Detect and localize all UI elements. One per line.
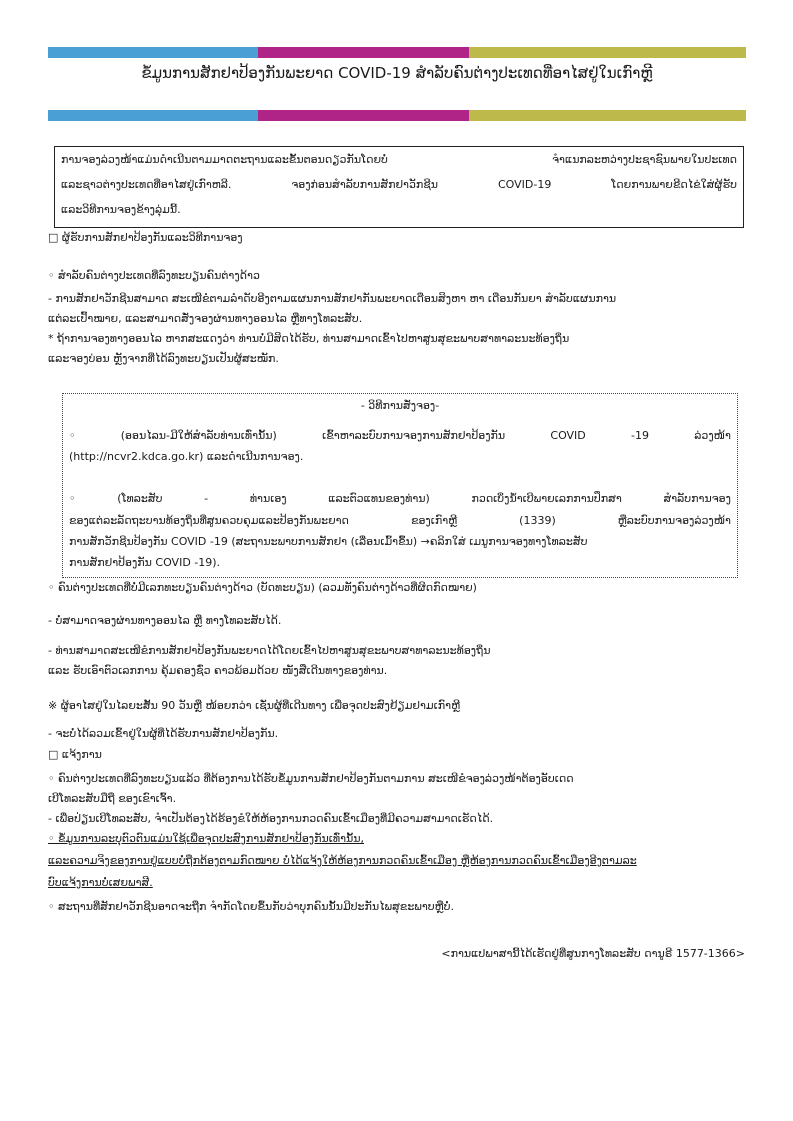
intro-line-1 [61, 147, 737, 172]
intro-line-2-part: ຈອງກ່ອນສຳລັບການສັກຢາວັກຊີນ [291, 178, 439, 191]
phone-method-line-3: ການສັກວັກຊີນປ້ອງກັນ COVID -19 (ສະຖານະພາບການສັກຢາ (ເລື່ອນເມົ້າຂຶ້ນ) →ຄລິກໃສ່ ເມນູການຈອງທາງໂທລະສັບ [69, 535, 588, 548]
bar-segment-olive [469, 47, 746, 58]
intro-box [54, 146, 744, 228]
phone-part: ທ່ານເອງ [249, 492, 287, 505]
page-title: ຂໍ້ມູນການສັກຢາປ້ອງກັນພະຍາດ COVID-19 ສຳລັບຄົນຕ່າງປະເທດທີ່ອາໄສຢູ່ໃນເກົາຫຼີ [141, 64, 653, 82]
unregistered-line-1: - ບໍ່ສາມາດຈອງຜ່ານທາງອອນໄລ ຫຼື ທາງໂທລະສັບໄດ້. [48, 614, 282, 627]
notice-line-7: ◦ ສະຖານທີ່ສັກຢາວັກຊີນອາດຈະຖືກ ຈຳກັດໂດຍຂຶ້ນກັບວ່າບຸກຄົນນັ້ນມີປະກັນໄພສຸຂະພາບຫຼືບໍ່. [48, 900, 455, 913]
intro-line-2-part: COVID-19 [497, 178, 552, 191]
phone-method-line-1 [69, 491, 731, 507]
notice-line-5: ແລະຄວາມຈິງຂອງການຢູ່ແບບບໍ່ຖືກຕ້ອງຕາມກົດໝາຍ ບໍ່ໄດ້ແຈ້ງໃຫ້ຫ້ອງການກວດຄົນເຂົ້າເມືອງ ຫຼືຫ້ອງການກວດຄົນເຂົ້າເມືອງອີງຕາມລະ [48, 854, 637, 867]
phone-part: - [204, 492, 209, 505]
notice-line-2: ເບີໂທລະສັບມືຖື ຂອງເຂົາເຈົ້າ. [48, 792, 177, 805]
phone-part: ສຳລັບການຈອງ [663, 492, 731, 505]
section-heading-recipients: □ ຜູ້ຮັບການສັກຢາປ້ອງກັນແລະວິທີການຈອງ [48, 231, 243, 244]
registered-line-2: ແຕ່ລະເປົ້າໝາຍ, ແລະສາມາດສັ່ງຈອງຜ່ານທາງອອນໄລ ຫຼືທາງໂທລະສັບ. [48, 312, 363, 325]
online-part: (ອອນໄລນ-ມີໃຫ້ສຳລັບທ່ານເທົ່ານັ້ນ) [120, 429, 277, 442]
footer-translation-note: <ການແປພາສານີ້ໄດ້ເຮັດຢູ່ທີ່ສູນກາງໂທລະສັບ ດານູຣີ 1577-1366> [441, 947, 745, 960]
phone-method-line-4: ການສັກຢາປ້ອງກັນ COVID -19). [69, 556, 221, 569]
notice-heading: □ ແຈ້ງການ [48, 748, 102, 761]
intro-line-2 [61, 172, 737, 197]
phone-part: ກວດເບິ່ງນ້ຳເບີພາຍເລກການປຶກສາ [471, 492, 622, 505]
intro-line-2-part: ແລະຊາວຕ່າງປະເທດທີ່ອາໄສຢູ່ເກົາຫລີ. [61, 178, 232, 191]
unregistered-heading: ◦ ຄົນຕ່າງປະເທດທີ່ບໍ່ມີເລກທະບຽນຄົນຕ່າງດ້າວ (ບັດທະບຽນ) (ລວມທັງຄົນຕ່າງດ້າວທີ່ຜິດກົດໝາຍ) [48, 581, 477, 594]
online-method-line-1 [69, 428, 731, 444]
notice-line-4: ◦ ຂໍ້ມູນການລະບຸຕົວຕົນແມ່ນໃຊ້ເພື່ອຈຸດປະສົງການສັກຢາປ້ອງກັນເທົ່ານັ້ນ, [48, 832, 364, 845]
bullet: ◦ [69, 429, 76, 442]
registered-line-4: ແລະຈອງບ່ອນ ຫຼັງຈາກທີ່ໄດ້ລົງທະບຽນເປັນຜູ້ສະໝັກ. [48, 352, 279, 365]
intro-line-1-b: ຈຳແນກລະຫວ່າງປະຊາຊົນພາຍໃນປະເທດ [552, 153, 737, 166]
phone-part: (ໂທລະສັບ [117, 492, 163, 505]
unregistered-line-3: ແລະ ຮັບເອົາຕົວເລກການ ຄຸ້ມຄອງຊົ່ວ ຄາວພ້ອມດ້ວຍ ໜັງສືເດີນທາງຂອງທ່ານ. [48, 664, 388, 677]
notice-line-3: - ເພື່ອປ່ຽນເບີໂທລະສັບ, ຈຳເປັນຕ້ອງໄດ້ຮ້ອງຂໍໃຫ້ຫ້ອງການກວດຄົນເຂົ້າເມືອງທີ່ມີຄວາມສາມາດເຮັດໄດ້. [48, 812, 494, 825]
phone-part: ຂອງເກົາຫຼີ [410, 514, 458, 527]
intro-line-3: ແລະວິທີການຈອງຂ້າງລຸ່ມນີ້. [61, 203, 181, 216]
bar-segment-magenta [258, 110, 469, 121]
bar-segment-magenta [258, 47, 469, 58]
online-part: -19 [631, 429, 650, 442]
bar-segment-olive [469, 110, 746, 121]
intro-line-1-a: ການຈອງລ່ວງໜ້າແມ່ນດຳເນີນຕາມມາດຕະຖານແລະຂັ້ນຕອນດຽວກັນໂດຍບໍ່ [61, 153, 388, 166]
registered-line-3: * ຖ້າການຈອງທາງອອນໄລ ຫາກສະແດງວ່າ ທ່ານບໍ່ມີສິດໄດ້ຮັບ, ທ່ານສາມາດເຂົ້າໄປຫາສູນສຸຂະພາບສາທາລະນະທ້ອງຖິ່ນ [48, 332, 570, 345]
short-stay-line-1: - ຈະບໍ່ໄດ້ລວມເຂົ້າຢູ່ໃນຜູ້ທີ່ໄດ້ຮັບການສັກຢາປ້ອງກັນ. [48, 727, 279, 740]
intro-line-2-part: ໂດຍການພາຍຂີດໄຂ່ໃສ່ຜູ້ຮັບ [611, 178, 737, 191]
notice-line-1: ◦ ຄົນຕ່າງປະເທດທີ່ລົງທະບຽນແລ້ວ ທີ່ຕ້ອງການໄດ້ຮັບຂໍ້ມູນການສັກຢາປ້ອງກັນຕາມການ ສະເໜີຂໍຈອງລ່ວງໜ້າຕ້ອງອັບເດດ [48, 772, 574, 785]
unregistered-line-2: - ທ່ານສາມາດສະເໜີຂໍການສັກຢາປ້ອງກັນພະຍາດໄດ້ໂດຍເຂົ້າໄປຫາສູນສຸຂະພາບສາທາລະນະທ້ອງຖິ່ນ [48, 644, 491, 657]
bullet: ◦ [69, 492, 76, 505]
methods-heading: - ວິທີການສັ່ງຈອງ- [360, 399, 440, 412]
phone-part: (1339) [519, 514, 556, 527]
online-part: ລ່ວງໜ້າ [694, 429, 731, 442]
phone-part: ຂອງແຕ່ລະລັດຖະບານທ້ອງຖິ່ນທີ່ສູນຄວບຄຸມແລະປ້ອງກັນພະຍາດ [69, 514, 349, 527]
registered-line-1: - ການສັກຢາວັກຊີນສາມາດ ສະເໜີຂໍຕາມລຳດັບອີງຕາມແຜນການສັກຢາກັນພະຍາດເດືອນສິງຫາ ຫາ ເດືອນກັນຍາ ສຳລັບແຜນການ [48, 292, 617, 305]
online-booking-link[interactable]: (http://ncvr2.kdca.go.kr) ແລະດຳເນີນການຈອງ. [69, 450, 304, 463]
top-color-bar [48, 47, 746, 58]
notice-line-6: ບົບແຈ້ງການບໍ່ເສຍພາສີ. [48, 876, 153, 889]
title-underline-bar [48, 110, 746, 121]
registered-heading: ◦ ສຳລັບຄົນຕ່າງປະເທດທີ່ລົງທະບຽນຄົນຕ່າງດ້າວ [48, 269, 260, 282]
online-part: COVID [550, 429, 586, 442]
bar-segment-blue [48, 47, 258, 58]
phone-method-line-2 [69, 513, 731, 529]
booking-methods-box [62, 393, 738, 578]
phone-part: ແລະຕົວແທນຂອງທ່ານ) [328, 492, 430, 505]
bar-segment-blue [48, 110, 258, 121]
short-stay-heading: ※ ຜູ້ອາໄສຢູ່ໃນໄລຍະສັ້ນ 90 ວັນຫຼື ໜ້ອຍກວ່າ ເຊັ່ນຜູ້ທີ່ເດີນທາງ ເພື່ອຈຸດປະສົງຢ້ຽມຢາມເກົາຫຼີ [48, 699, 461, 712]
online-part: ເຂົ້າຫາລະບົບການຈອງການສັກຢາປ້ອງກັນ [322, 429, 506, 442]
phone-part: ຫຼືລະບົບການຈອງລ່ວງໜ້າ [617, 514, 731, 527]
